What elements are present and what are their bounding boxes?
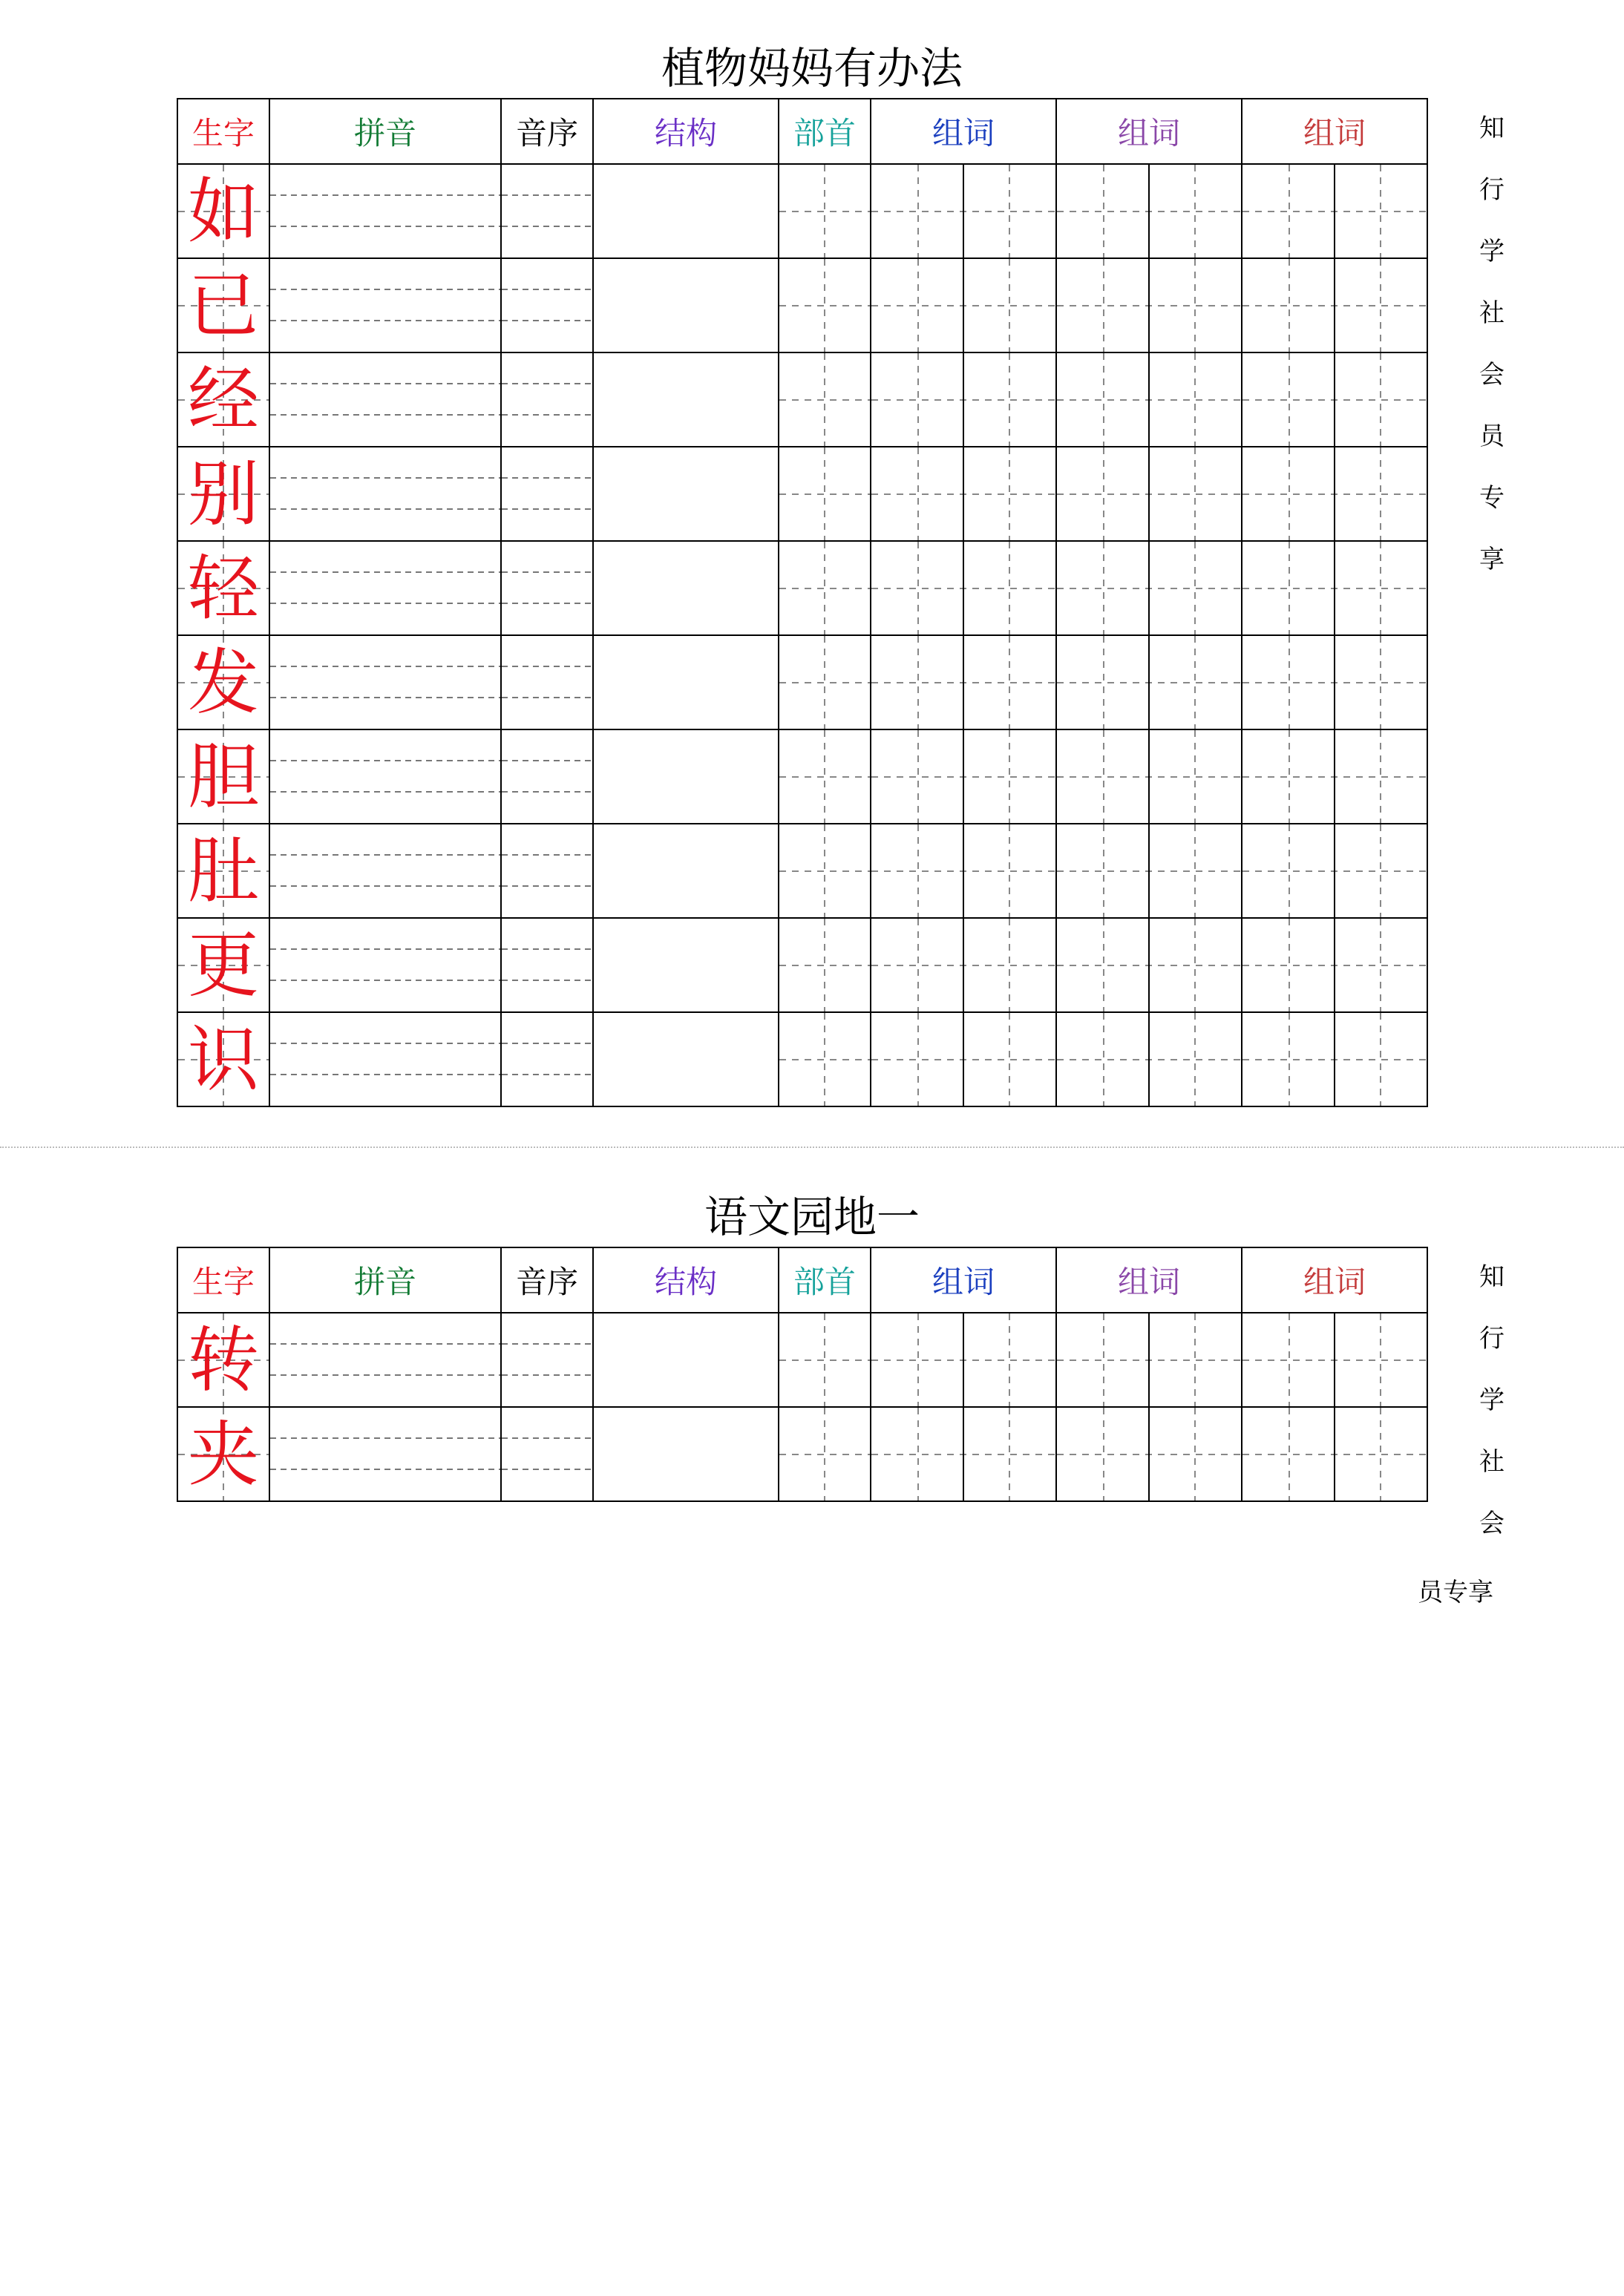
word-writing-cell[interactable]: [871, 918, 1056, 1012]
radical-writing-cell[interactable]: [779, 1407, 871, 1501]
table-row: [177, 352, 1427, 447]
word-writing-cell[interactable]: [1242, 1313, 1427, 1407]
side-char: 员: [1479, 422, 1505, 451]
structure-writing-cell[interactable]: [593, 729, 779, 824]
order-writing-cell[interactable]: [501, 824, 593, 918]
pinyin-writing-cell[interactable]: [269, 164, 501, 258]
table-row: [177, 1407, 1427, 1501]
character-cell: 已: [177, 258, 269, 352]
structure-writing-cell[interactable]: [593, 1313, 779, 1407]
pinyin-writing-cell[interactable]: [269, 1407, 501, 1501]
section-title: 语文园地一: [704, 1192, 920, 1242]
pinyin-writing-cell[interactable]: [269, 447, 501, 541]
word-writing-cell[interactable]: [1242, 258, 1427, 352]
structure-writing-cell[interactable]: [593, 541, 779, 635]
word-writing-cell[interactable]: [1056, 824, 1242, 918]
pinyin-writing-cell[interactable]: [269, 729, 501, 824]
word-writing-cell[interactable]: [1056, 1407, 1242, 1501]
radical-writing-cell[interactable]: [779, 164, 871, 258]
word-writing-cell[interactable]: [871, 258, 1056, 352]
word-writing-cell[interactable]: [871, 352, 1056, 447]
word-writing-cell[interactable]: [1242, 447, 1427, 541]
header-word-1: 组词: [871, 99, 1056, 164]
character-cell: 肚: [177, 824, 269, 918]
side-text: [1470, 1247, 1514, 1555]
word-writing-cell[interactable]: [1242, 918, 1427, 1012]
side-char: 知: [1479, 1262, 1505, 1292]
word-writing-cell[interactable]: [1056, 729, 1242, 824]
order-writing-cell[interactable]: [501, 258, 593, 352]
radical-writing-cell[interactable]: [779, 1012, 871, 1106]
header-row: [177, 1247, 1427, 1313]
word-writing-cell[interactable]: [871, 1313, 1056, 1407]
header-word-2: 组词: [1056, 1247, 1242, 1313]
header-radical: 部首: [779, 99, 871, 164]
pinyin-writing-cell[interactable]: [269, 918, 501, 1012]
word-writing-cell[interactable]: [1056, 447, 1242, 541]
radical-writing-cell[interactable]: [779, 824, 871, 918]
radical-writing-cell[interactable]: [779, 447, 871, 541]
radical-writing-cell[interactable]: [779, 541, 871, 635]
character-cell: 轻: [177, 541, 269, 635]
word-writing-cell[interactable]: [1056, 352, 1242, 447]
table-row: [177, 635, 1427, 729]
word-writing-cell[interactable]: [1056, 918, 1242, 1012]
table-body: [177, 164, 1427, 1106]
word-writing-cell[interactable]: [871, 824, 1056, 918]
header-structure: 结构: [593, 1247, 779, 1313]
table-row: [177, 258, 1427, 352]
header-word-3: 组词: [1242, 99, 1427, 164]
table-row: [177, 164, 1427, 258]
radical-writing-cell[interactable]: [779, 918, 871, 1012]
word-writing-cell[interactable]: [871, 635, 1056, 729]
word-writing-cell[interactable]: [1242, 729, 1427, 824]
order-writing-cell[interactable]: [501, 164, 593, 258]
word-writing-cell[interactable]: [1242, 1012, 1427, 1106]
header-row: [177, 99, 1427, 164]
radical-writing-cell[interactable]: [779, 635, 871, 729]
character-cell: 胆: [177, 729, 269, 824]
word-writing-cell[interactable]: [871, 729, 1056, 824]
side-char: 行: [1479, 1324, 1505, 1354]
order-writing-cell[interactable]: [501, 1012, 593, 1106]
word-writing-cell[interactable]: [1242, 352, 1427, 447]
word-writing-cell[interactable]: [1056, 258, 1242, 352]
character-cell: 识: [177, 1012, 269, 1106]
header-order: 音序: [501, 99, 593, 164]
side-char: 专: [1479, 483, 1505, 513]
word-writing-cell[interactable]: [871, 541, 1056, 635]
side-char: 社: [1479, 298, 1505, 328]
word-writing-cell[interactable]: [1056, 1313, 1242, 1407]
structure-writing-cell[interactable]: [593, 447, 779, 541]
header-radical: 部首: [779, 1247, 871, 1313]
structure-writing-cell[interactable]: [593, 352, 779, 447]
word-writing-cell[interactable]: [1242, 164, 1427, 258]
side-char: 行: [1479, 175, 1505, 205]
side-char: 会: [1479, 360, 1505, 390]
header-pinyin: 拼音: [269, 1247, 501, 1313]
table-row: [177, 729, 1427, 824]
word-writing-cell[interactable]: [1242, 541, 1427, 635]
side-char: 学: [1479, 237, 1505, 266]
character-cell: 更: [177, 918, 269, 1012]
word-writing-cell[interactable]: [871, 1407, 1056, 1501]
structure-writing-cell[interactable]: [593, 164, 779, 258]
header-word-3: 组词: [1242, 1247, 1427, 1313]
side-char: 享: [1479, 545, 1505, 574]
word-writing-cell[interactable]: [1056, 541, 1242, 635]
word-writing-cell[interactable]: [1242, 635, 1427, 729]
header-order: 音序: [501, 1247, 593, 1313]
table-row: [177, 824, 1427, 918]
word-writing-cell[interactable]: [1056, 635, 1242, 729]
radical-writing-cell[interactable]: [779, 729, 871, 824]
table-body: [177, 1313, 1427, 1501]
header-structure: 结构: [593, 99, 779, 164]
character-cell: 经: [177, 352, 269, 447]
pinyin-writing-cell[interactable]: [269, 1012, 501, 1106]
word-writing-cell[interactable]: [871, 164, 1056, 258]
structure-writing-cell[interactable]: [593, 1407, 779, 1501]
order-writing-cell[interactable]: [501, 729, 593, 824]
pinyin-writing-cell[interactable]: [269, 352, 501, 447]
order-writing-cell[interactable]: [501, 918, 593, 1012]
order-writing-cell[interactable]: [501, 447, 593, 541]
pinyin-writing-cell[interactable]: [269, 1313, 501, 1407]
practice-table: [177, 98, 1428, 1107]
pinyin-writing-cell[interactable]: [269, 541, 501, 635]
word-writing-cell[interactable]: [1056, 164, 1242, 258]
word-writing-cell[interactable]: [871, 1012, 1056, 1106]
word-writing-cell[interactable]: [1056, 1012, 1242, 1106]
table-row: [177, 1313, 1427, 1407]
practice-table: [177, 1247, 1428, 1502]
header-pinyin: 拼音: [269, 99, 501, 164]
pinyin-writing-cell[interactable]: [269, 635, 501, 729]
structure-writing-cell[interactable]: [593, 258, 779, 352]
table-row: [177, 541, 1427, 635]
structure-writing-cell[interactable]: [593, 918, 779, 1012]
header-word-2: 组词: [1056, 99, 1242, 164]
section-title: 植物妈妈有办法: [661, 43, 963, 94]
structure-writing-cell[interactable]: [593, 1012, 779, 1106]
table-row: [177, 918, 1427, 1012]
side-tail-text: 员专享: [1418, 1578, 1493, 1607]
word-writing-cell[interactable]: [871, 447, 1056, 541]
pinyin-writing-cell[interactable]: [269, 258, 501, 352]
side-char: 学: [1479, 1385, 1505, 1415]
radical-writing-cell[interactable]: [779, 1313, 871, 1407]
table-row: [177, 1012, 1427, 1106]
header-char: 生字: [177, 99, 269, 164]
structure-writing-cell[interactable]: [593, 635, 779, 729]
character-cell: 转: [177, 1313, 269, 1407]
header-char: 生字: [177, 1247, 269, 1313]
order-writing-cell[interactable]: [501, 541, 593, 635]
header-word-1: 组词: [871, 1247, 1056, 1313]
table-row: [177, 447, 1427, 541]
order-writing-cell[interactable]: [501, 352, 593, 447]
side-text: [1470, 98, 1514, 591]
order-writing-cell[interactable]: [501, 635, 593, 729]
structure-writing-cell[interactable]: [593, 824, 779, 918]
order-writing-cell[interactable]: [501, 1313, 593, 1407]
pinyin-writing-cell[interactable]: [269, 824, 501, 918]
order-writing-cell[interactable]: [501, 1407, 593, 1501]
side-char: 知: [1479, 114, 1505, 143]
character-cell: 夹: [177, 1407, 269, 1501]
character-cell: 发: [177, 635, 269, 729]
radical-writing-cell[interactable]: [779, 352, 871, 447]
section-divider: [0, 1147, 1624, 1148]
side-char: 社: [1479, 1447, 1505, 1477]
word-writing-cell[interactable]: [1242, 824, 1427, 918]
character-cell: 别: [177, 447, 269, 541]
side-char: 会: [1479, 1509, 1505, 1538]
word-writing-cell[interactable]: [1242, 1407, 1427, 1501]
radical-writing-cell[interactable]: [779, 258, 871, 352]
character-cell: 如: [177, 164, 269, 258]
